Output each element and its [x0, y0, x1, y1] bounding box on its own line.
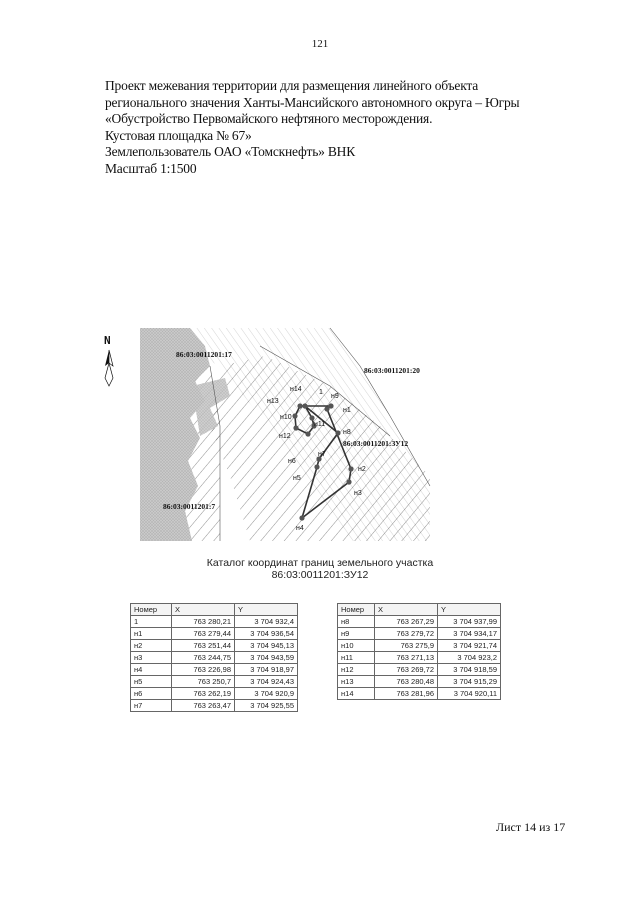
point-label: н9	[331, 393, 339, 400]
cell-number: н9	[338, 628, 375, 640]
north-label: N	[104, 334, 111, 347]
header-line: «Обустройство Первомайского нефтяного месторождения.	[105, 111, 433, 126]
column-header-x: X	[375, 604, 438, 616]
cell-number: н4	[131, 664, 172, 676]
table-row	[338, 664, 501, 676]
column-header-number: Номер	[338, 604, 375, 616]
table-row	[338, 628, 501, 640]
table-row	[338, 652, 501, 664]
boundary-point	[297, 403, 302, 408]
catalog-parcel-id: 86:03:0011201:ЗУ12	[271, 569, 369, 581]
cell-y: 3 704 936,54	[235, 628, 298, 640]
cell-number: н14	[338, 688, 375, 700]
cell-x: 763 280,48	[375, 676, 438, 688]
cell-number: н11	[338, 652, 375, 664]
catalog-caption	[0, 557, 640, 581]
cell-y: 3 704 945,13	[235, 640, 298, 652]
cell-y: 3 704 932,4	[235, 616, 298, 628]
boundary-point	[292, 413, 297, 418]
cell-number: н6	[131, 688, 172, 700]
cell-y: 3 704 918,59	[438, 664, 501, 676]
column-header-number: Номер	[131, 604, 172, 616]
point-label: н14	[290, 386, 302, 393]
cell-x: 763 279,44	[172, 628, 235, 640]
parcel-label-7: 86:03:0011201:7	[163, 502, 216, 511]
parcel-label-17: 86:03:0011201:17	[176, 350, 232, 359]
boundary-point	[302, 403, 307, 408]
cell-x: 763 244,75	[172, 652, 235, 664]
cell-x: 763 267,29	[375, 616, 438, 628]
cell-number: н1	[131, 628, 172, 640]
table-row	[338, 616, 501, 628]
table-row	[131, 652, 298, 664]
table-row	[131, 628, 298, 640]
point-label: н3	[354, 490, 362, 497]
cell-x: 763 279,72	[375, 628, 438, 640]
cell-y: 3 704 921,74	[438, 640, 501, 652]
cell-x: 763 250,7	[172, 676, 235, 688]
cell-x: 763 251,44	[172, 640, 235, 652]
cell-x: 763 262,19	[172, 688, 235, 700]
boundary-point	[309, 415, 314, 420]
cell-x: 763 275,9	[375, 640, 438, 652]
cell-x: 763 280,21	[172, 616, 235, 628]
cell-number: н13	[338, 676, 375, 688]
header-line: регионального значения Ханты-Мансийского автономного округа – Югры	[105, 94, 520, 110]
cell-number: н3	[131, 652, 172, 664]
cell-y: 3 704 924,43	[235, 676, 298, 688]
boundary-point	[314, 464, 319, 469]
point-label: н6	[288, 458, 296, 465]
point-label: н13	[267, 398, 279, 405]
north-arrow	[104, 334, 113, 386]
cell-x: 763 281,96	[375, 688, 438, 700]
column-header-y: Y	[235, 604, 298, 616]
header-line: Кустовая площадка № 67»	[105, 127, 252, 143]
cell-x: 763 226,98	[172, 664, 235, 676]
header-line: Землепользователь ОАО «Томскнефть» ВНК	[105, 144, 356, 159]
table-row	[338, 640, 501, 652]
table-row	[131, 616, 298, 628]
table-row	[131, 676, 298, 688]
table-row	[131, 664, 298, 676]
cell-y: 3 704 915,29	[438, 676, 501, 688]
boundary-point	[335, 430, 340, 435]
header-line: Проект межевания территории для размещения линейного объекта	[105, 78, 479, 93]
cell-number: н2	[131, 640, 172, 652]
cell-x: 763 271,13	[375, 652, 438, 664]
point-label: н12	[279, 433, 291, 440]
cell-y: 3 704 920,11	[438, 688, 501, 700]
table-row	[131, 700, 298, 712]
table-row	[131, 640, 298, 652]
boundary-point	[348, 466, 353, 471]
cell-y: 3 704 923,2	[438, 652, 501, 664]
point-label: н8	[343, 429, 351, 436]
cell-number: 1	[131, 616, 172, 628]
cadastral-map	[100, 326, 440, 546]
table-row	[338, 676, 501, 688]
table-header-row	[338, 604, 501, 616]
cell-number: н10	[338, 640, 375, 652]
table-header-row	[131, 604, 298, 616]
column-header-x: X	[172, 604, 235, 616]
header-line: Масштаб 1:1500	[105, 160, 197, 176]
page-number: 121	[311, 38, 329, 50]
cell-y: 3 704 934,17	[438, 628, 501, 640]
cell-x: 763 269,72	[375, 664, 438, 676]
boundary-point	[305, 431, 310, 436]
boundary-point	[324, 406, 329, 411]
document-header	[105, 78, 585, 177]
point-label: н1	[343, 407, 351, 414]
cell-number: н5	[131, 676, 172, 688]
point-label: н5	[293, 475, 301, 482]
table-row	[131, 688, 298, 700]
cell-x: 763 263,47	[172, 700, 235, 712]
cell-y: 3 704 943,59	[235, 652, 298, 664]
catalog-title: Каталог координат границ земельного участка	[206, 557, 434, 569]
point-label: н2	[358, 466, 366, 473]
point-label: н10	[280, 414, 292, 421]
coordinates-table-right	[337, 603, 501, 700]
cell-y: 3 704 920,9	[235, 688, 298, 700]
parcel-label-20: 86:03:0011201:20	[364, 366, 420, 375]
point-label: н4	[296, 525, 304, 532]
cell-y: 3 704 918,97	[235, 664, 298, 676]
point-label: н11	[314, 421, 326, 428]
column-header-y: Y	[438, 604, 501, 616]
table-row	[338, 688, 501, 700]
cell-y: 3 704 925,55	[235, 700, 298, 712]
point-label: н7	[318, 451, 326, 458]
north-arrow-shape	[105, 363, 113, 386]
coordinates-table-left	[130, 603, 298, 712]
cell-number: н12	[338, 664, 375, 676]
point-label: 1	[319, 389, 323, 396]
boundary-point	[346, 479, 351, 484]
boundary-point	[293, 425, 298, 430]
cell-number: н8	[338, 616, 375, 628]
north-arrow-shape	[105, 350, 109, 366]
sheet-number: Лист 14 из 17	[496, 820, 566, 834]
cell-y: 3 704 937,99	[438, 616, 501, 628]
boundary-point	[299, 515, 304, 520]
parcel-label-zu12: 86:03:0011201:ЗУ12	[343, 439, 409, 448]
north-arrow-shape	[109, 350, 113, 366]
cell-number: н7	[131, 700, 172, 712]
